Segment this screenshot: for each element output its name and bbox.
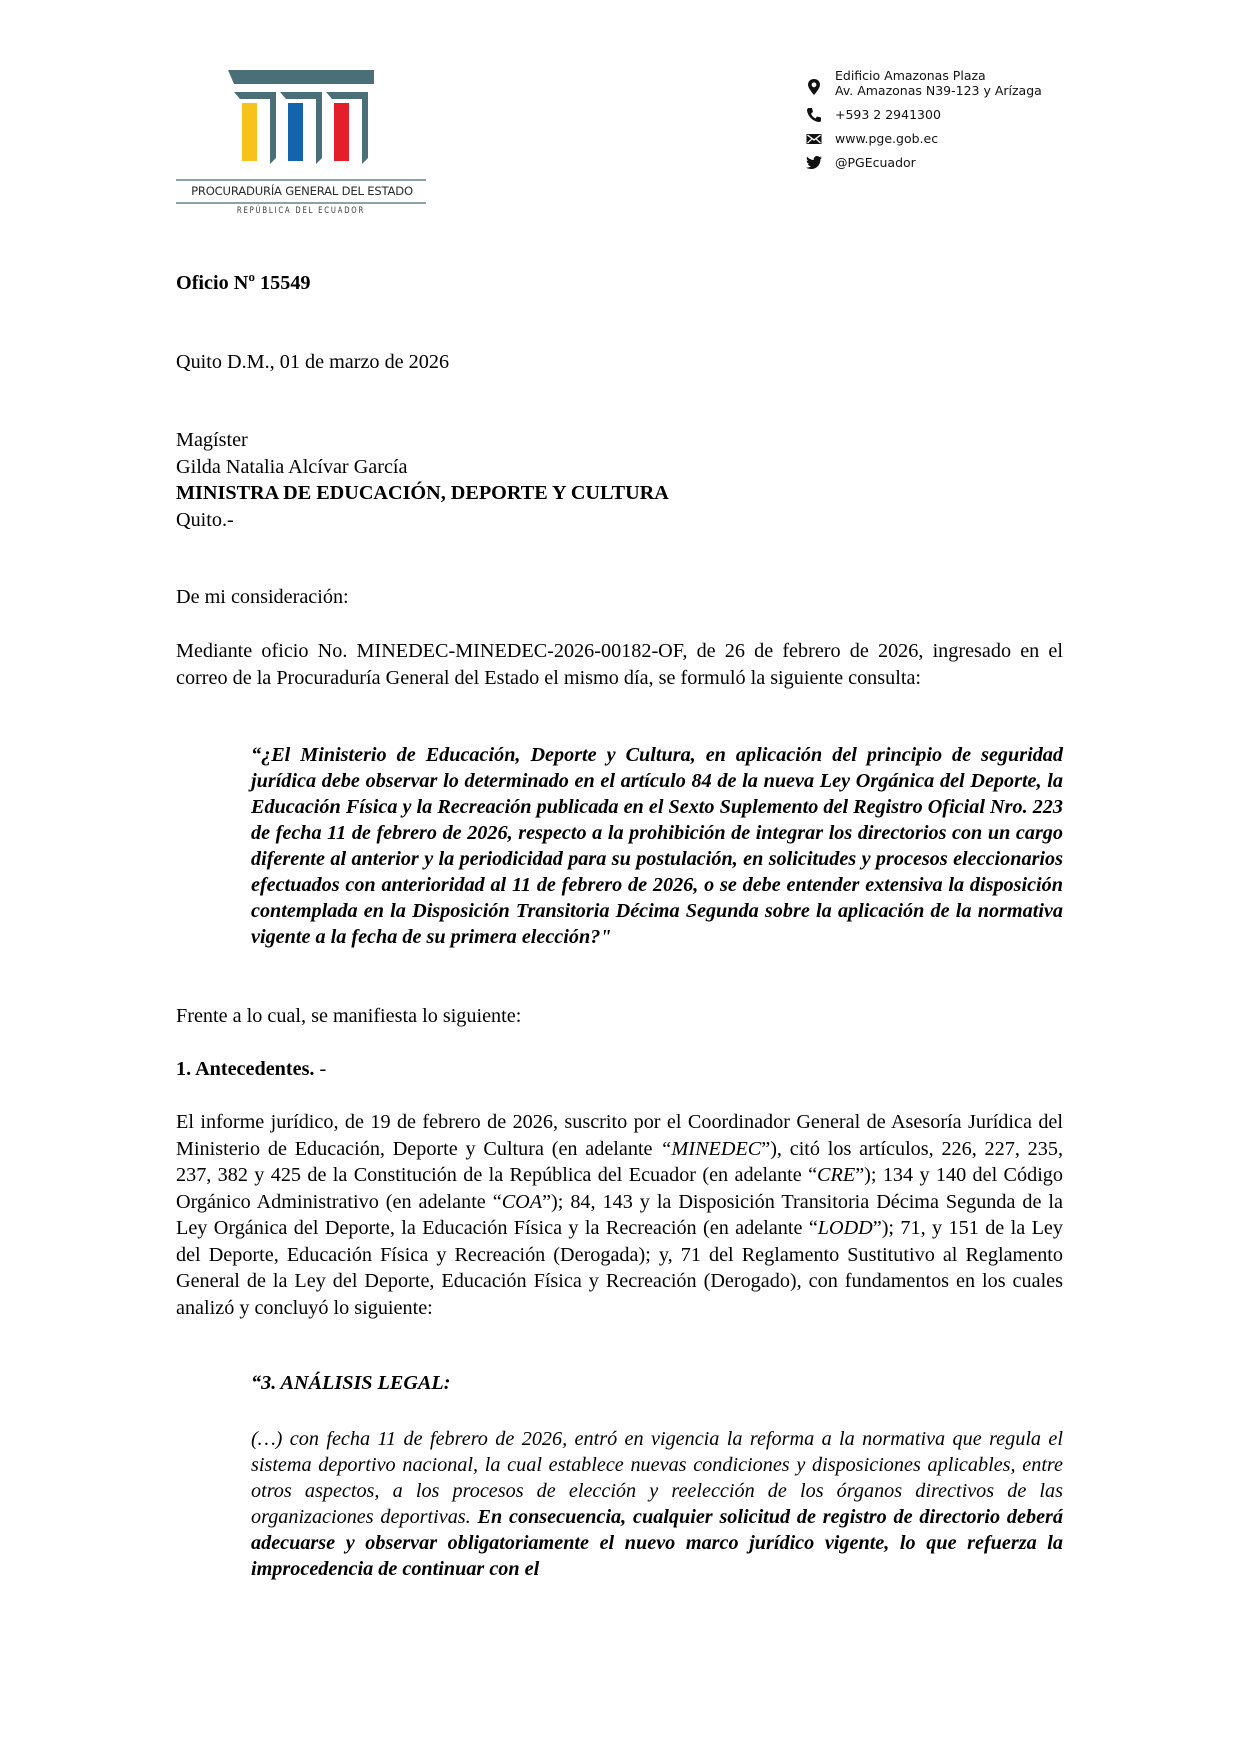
abbr-cre: CRE: [817, 1164, 856, 1186]
recipient-block: [176, 427, 1063, 533]
twitter-icon: [805, 154, 823, 172]
address-line-1: Edificio Amazonas Plaza: [835, 68, 986, 83]
website-link[interactable]: www.pge.gob.ec: [835, 131, 939, 146]
salutation: [176, 584, 1063, 611]
antecedentes-part-3: ”); 134 y 140 del Código Orgánico Administrativo (en adelante “: [176, 1164, 1063, 1213]
twitter: [805, 155, 1042, 170]
antecedentes-part-4: ”); 84, 143 y la Disposición Transitoria Décima Segunda de la Ley Orgánica del Deporte, la Educación Física y la Recreación (en adelante “: [176, 1190, 1063, 1239]
quoted-analysis-text: [251, 1426, 1063, 1582]
place-date-text: Quito D.M., 01 de marzo de 2026: [176, 351, 450, 373]
recipient-position: MINISTRA DE EDUCACIÓN, DEPORTE Y CULTURA: [176, 482, 669, 504]
oficio-number-text: Oficio Nº 15549: [176, 272, 311, 294]
antecedentes-paragraph: [176, 1109, 1063, 1321]
phone-number: +593 2 2941300: [835, 107, 941, 122]
intro-paragraph: [176, 638, 1063, 691]
quoted-analysis-bold: En consecuencia, cualquier solicitud de registro de directorio deberá adecuarse y observar obligatoriamente el nuevo marco jurídico vigente, lo que refuerza la improcedencia de continuar con el: [251, 1506, 1063, 1580]
logo-pillar-yellow: [242, 103, 257, 161]
address-line-2: Av. Amazonas N39-123 y Arízaga: [835, 83, 1042, 98]
phone-icon: [805, 106, 823, 124]
logo-subtitle: REPÚBLICA DEL ECUADOR: [236, 206, 366, 216]
website: [805, 131, 1042, 146]
antecedentes-part-2: ”), citó los artículos, 226, 227, 235, 237, 382 y 425 de la Constitución de la República del Ecuador (en adelante “: [176, 1137, 1063, 1186]
consulta-quote: [251, 742, 1063, 950]
salutation-text: De mi consideración:: [176, 586, 349, 608]
quoted-analysis-italic: (…) con fecha 11 de febrero de 2026, entró en vigencia la reforma a la normativa que regula el sistema deportivo nacional, la cual establece nuevas condiciones y disposiciones aplicables, entre otros aspectos, a los procesos de elección y reelección de los órganos directivos de las organizaciones deportivas.: [251, 1428, 1063, 1528]
oficio-number: [176, 270, 1063, 297]
antecedentes-text: [176, 1109, 1063, 1321]
quoted-heading-text: “3. ANÁLISIS LEGAL:: [251, 1372, 451, 1394]
contact-info: [805, 68, 1042, 170]
pge-logo: [176, 66, 426, 226]
quoted-analysis: [251, 1426, 1063, 1582]
section-1-heading: [176, 1056, 1063, 1083]
recipient-city: Quito.-: [176, 508, 234, 531]
abbr-minedec: “MINEDEC: [660, 1137, 762, 1160]
section-1-heading-text: 1. Antecedentes.: [176, 1058, 315, 1080]
logo-title: PROCURADURÍA GENERAL DEL ESTADO: [191, 184, 413, 198]
antecedentes-part-5: ”); 71, y 151 de la Ley del Deporte, Educación Física y Recreación (Derogada); y, 71 del Reglamento Sustitutivo al Reglamento General de la Ley del Deporte, Educación Física y Recreación (Derogado), con fundamentos en los cuales analizó y concluyó lo siguiente:: [176, 1217, 1063, 1319]
logo-rule-top: [176, 179, 426, 181]
logo-top-beam: [228, 70, 374, 84]
consulta-text: “¿El Ministerio de Educación, Deporte y Cultura, en aplicación del principio de seguridad jurídica debe observar lo determinado en el artículo 84 de la nueva Ley Orgánica del Deporte, la Educación Física y la Recreación publicada en el Sexto Suplemento del Registro Oficial Nro. 223 de fecha 11 de febrero de 2026, respecto a la prohibición de integrar los directorios con un cargo diferente al anterior y la periodicidad para su postulación, en solicitudes y procesos eleccionarios efectuados con anterioridad al 11 de febrero de 2026, o se debe entender extensiva la disposición contemplada en la Disposición Transitoria Décima Segunda sobre la aplicación de la normativa vigente a la fecha de su primera elección?": [251, 744, 1063, 948]
response-intro-text: Frente a lo cual, se manifiesta lo siguiente:: [176, 1005, 522, 1027]
recipient-title: Magíster: [176, 429, 248, 451]
antecedentes-part-1: El informe jurídico, de 19 de febrero de 2026, suscrito por el Coordinador General de Asesoría Jurídica del Ministerio de Educación, Deporte y Cultura (en adelante: [176, 1111, 1063, 1160]
place-date: [176, 349, 1063, 376]
response-intro: [176, 1003, 1063, 1030]
quoted-heading: [251, 1370, 1063, 1396]
logo-pillar-red: [334, 103, 349, 161]
address: [805, 68, 1042, 98]
recipient-name: Gilda Natalia Alcívar García: [176, 455, 408, 478]
logo-columns-emblem: [176, 66, 426, 186]
location-pin-icon: [805, 78, 823, 96]
envelope-icon: [805, 130, 823, 148]
twitter-handle[interactable]: @PGEcuador: [835, 155, 916, 170]
abbr-lodd: LODD: [817, 1217, 873, 1239]
abbr-coa: COA: [501, 1190, 543, 1213]
intro-paragraph-text: Mediante oficio No. MINEDEC-MINEDEC-2026-00182-OF, de 26 de febrero de 2026, ingresado en el correo de la Procuraduría General del Estado el mismo día, se formuló la siguiente consulta:: [176, 640, 1063, 689]
section-1-heading-suffix: -: [314, 1058, 327, 1080]
phone: [805, 107, 1042, 122]
logo-pillar-blue: [288, 103, 303, 161]
logo-rule-bottom: [176, 202, 426, 204]
